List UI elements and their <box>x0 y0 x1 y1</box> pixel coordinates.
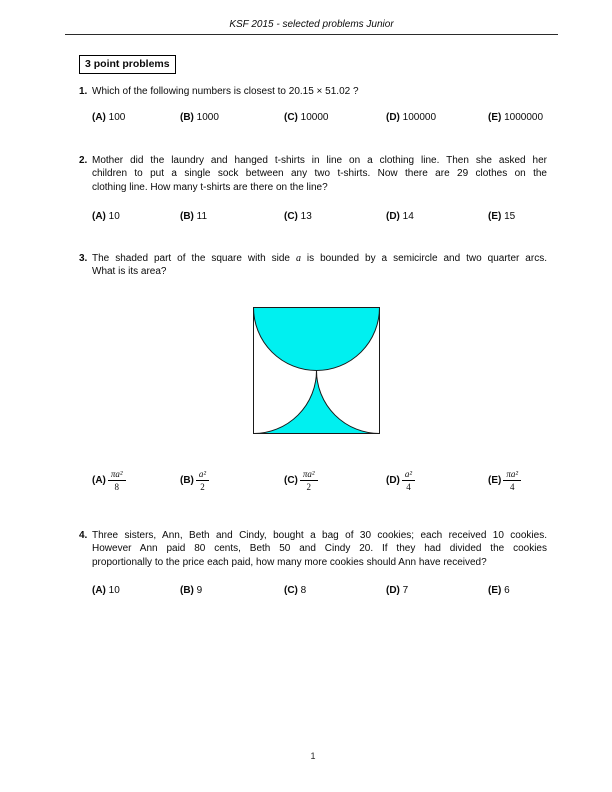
option-2e <box>488 210 515 223</box>
problem-2-line-3: clothing line. How many t-shirts are there on the line? <box>92 181 328 193</box>
option-2b <box>180 210 284 223</box>
problem-2-number: 2. <box>79 155 88 166</box>
option-value: 7 <box>402 585 409 596</box>
fraction <box>196 469 209 492</box>
fraction-numerator: πa² <box>108 469 126 481</box>
option-3d <box>386 469 488 492</box>
option-label: (E) <box>488 475 502 487</box>
option-value: 14 <box>402 211 414 222</box>
problem-4 <box>79 529 547 569</box>
option-3c <box>284 469 386 492</box>
option-4d <box>386 584 488 597</box>
option-value: 11 <box>196 211 208 222</box>
options-row-4 <box>92 584 552 597</box>
problem-4-number: 4. <box>79 530 88 541</box>
problem-3-text-pre: The shaded part of the square with side <box>92 253 290 264</box>
option-4c <box>284 584 386 597</box>
problem-3 <box>79 252 547 279</box>
option-value: 8 <box>300 585 307 596</box>
option-label: (E) <box>488 112 502 123</box>
option-label: (B) <box>180 585 194 596</box>
fraction-denominator: 2 <box>200 482 205 492</box>
fraction-denominator: 8 <box>114 482 119 492</box>
option-1d <box>386 111 488 124</box>
option-label: (E) <box>488 585 502 596</box>
fraction-numerator: πa² <box>503 469 521 481</box>
option-value: 6 <box>504 585 510 596</box>
option-2c <box>284 210 386 223</box>
problem-2-text: Mother did the laundry and hanged t-shirts in line on a clothing line. Then she asked her <box>92 155 547 166</box>
problem-3-line-2: What is its area? <box>92 266 167 278</box>
math-variable-a: a <box>295 253 301 264</box>
option-label: (E) <box>488 211 502 222</box>
fraction-denominator: 4 <box>509 482 515 492</box>
options-row-3 <box>92 469 552 492</box>
fraction-denominator: 2 <box>306 482 311 492</box>
page-number: 1 <box>310 751 316 761</box>
option-value: 1000000 <box>504 112 544 123</box>
section-heading: 3 point problems <box>85 58 170 70</box>
option-label: (D) <box>386 211 400 222</box>
option-1c <box>284 111 386 124</box>
option-label: (C) <box>284 475 298 487</box>
option-value: 9 <box>196 585 203 596</box>
option-label: (B) <box>180 475 194 487</box>
option-1e <box>488 111 543 124</box>
option-label: (D) <box>386 585 400 596</box>
header-title: KSF 2015 - selected problems Junior <box>229 19 394 30</box>
options-row-2 <box>92 210 552 223</box>
problem-4-text: Three sisters, Ann, Beth and Cindy, bought a bag of 30 cookies; each received 10 cookies. <box>92 530 547 541</box>
fraction-numerator: a² <box>402 469 415 481</box>
problem-3-line-1 <box>79 252 547 265</box>
option-4a <box>92 584 180 597</box>
section-heading-box <box>79 55 176 74</box>
option-2d <box>386 210 488 223</box>
option-label: (B) <box>180 112 194 123</box>
option-value: 100 <box>108 112 126 123</box>
problem-2-line-2: children to put a single sock between any two t-shirts. Now there are 29 clothes on the <box>92 168 547 180</box>
option-1a <box>92 111 180 124</box>
option-value: 10000 <box>300 112 329 123</box>
option-4b <box>180 584 284 597</box>
problem-4-line-1 <box>79 529 547 542</box>
problem-1-text <box>79 85 547 98</box>
fraction-numerator: πa² <box>300 469 318 481</box>
option-value: 1000 <box>196 112 219 123</box>
fraction <box>503 469 521 492</box>
fraction <box>402 469 415 492</box>
option-label: (D) <box>386 112 400 123</box>
option-3b <box>180 469 284 492</box>
figure-shaded-square <box>253 307 380 434</box>
option-value: 100000 <box>402 112 437 123</box>
problem-4-line-2: However Ann paid 80 cents, Beth 50 and Cindy 20. If they had divided the cookies <box>92 543 547 555</box>
fraction <box>108 469 126 492</box>
header-rule <box>65 19 558 35</box>
option-3e <box>488 469 521 492</box>
option-label: (D) <box>386 475 400 487</box>
option-label: (A) <box>92 112 106 123</box>
problem-3-text-post: is bounded by a semicircle and two quarter arcs. <box>306 253 547 264</box>
option-3a <box>92 469 180 492</box>
option-2a <box>92 210 180 223</box>
problem-2-line-1 <box>79 154 547 167</box>
problem-1 <box>79 85 547 98</box>
option-label: (A) <box>92 585 106 596</box>
option-label: (C) <box>284 112 298 123</box>
option-value: 13 <box>300 211 312 222</box>
option-label: (C) <box>284 585 298 596</box>
problem-1-number: 1. <box>79 86 88 97</box>
fraction <box>300 469 318 492</box>
option-1b <box>180 111 284 124</box>
problem-3-number: 3. <box>79 253 88 264</box>
problem-1-line-1: Which of the following numbers is closest to 20.15 × 51.02 ? <box>92 86 359 97</box>
options-row-1 <box>92 111 552 124</box>
option-label: (B) <box>180 211 194 222</box>
option-4e <box>488 584 510 597</box>
option-value: 10 <box>108 585 120 596</box>
option-value: 10 <box>108 211 120 222</box>
fraction-numerator: a² <box>196 469 209 481</box>
option-label: (A) <box>92 211 106 222</box>
problem-2 <box>79 154 547 194</box>
option-value: 15 <box>504 211 516 222</box>
option-label: (A) <box>92 475 106 487</box>
fraction-denominator: 4 <box>406 482 411 492</box>
problem-4-line-3: proportionally to the price each paid, how many more cookies should Ann have received? <box>92 556 487 568</box>
option-label: (C) <box>284 211 298 222</box>
